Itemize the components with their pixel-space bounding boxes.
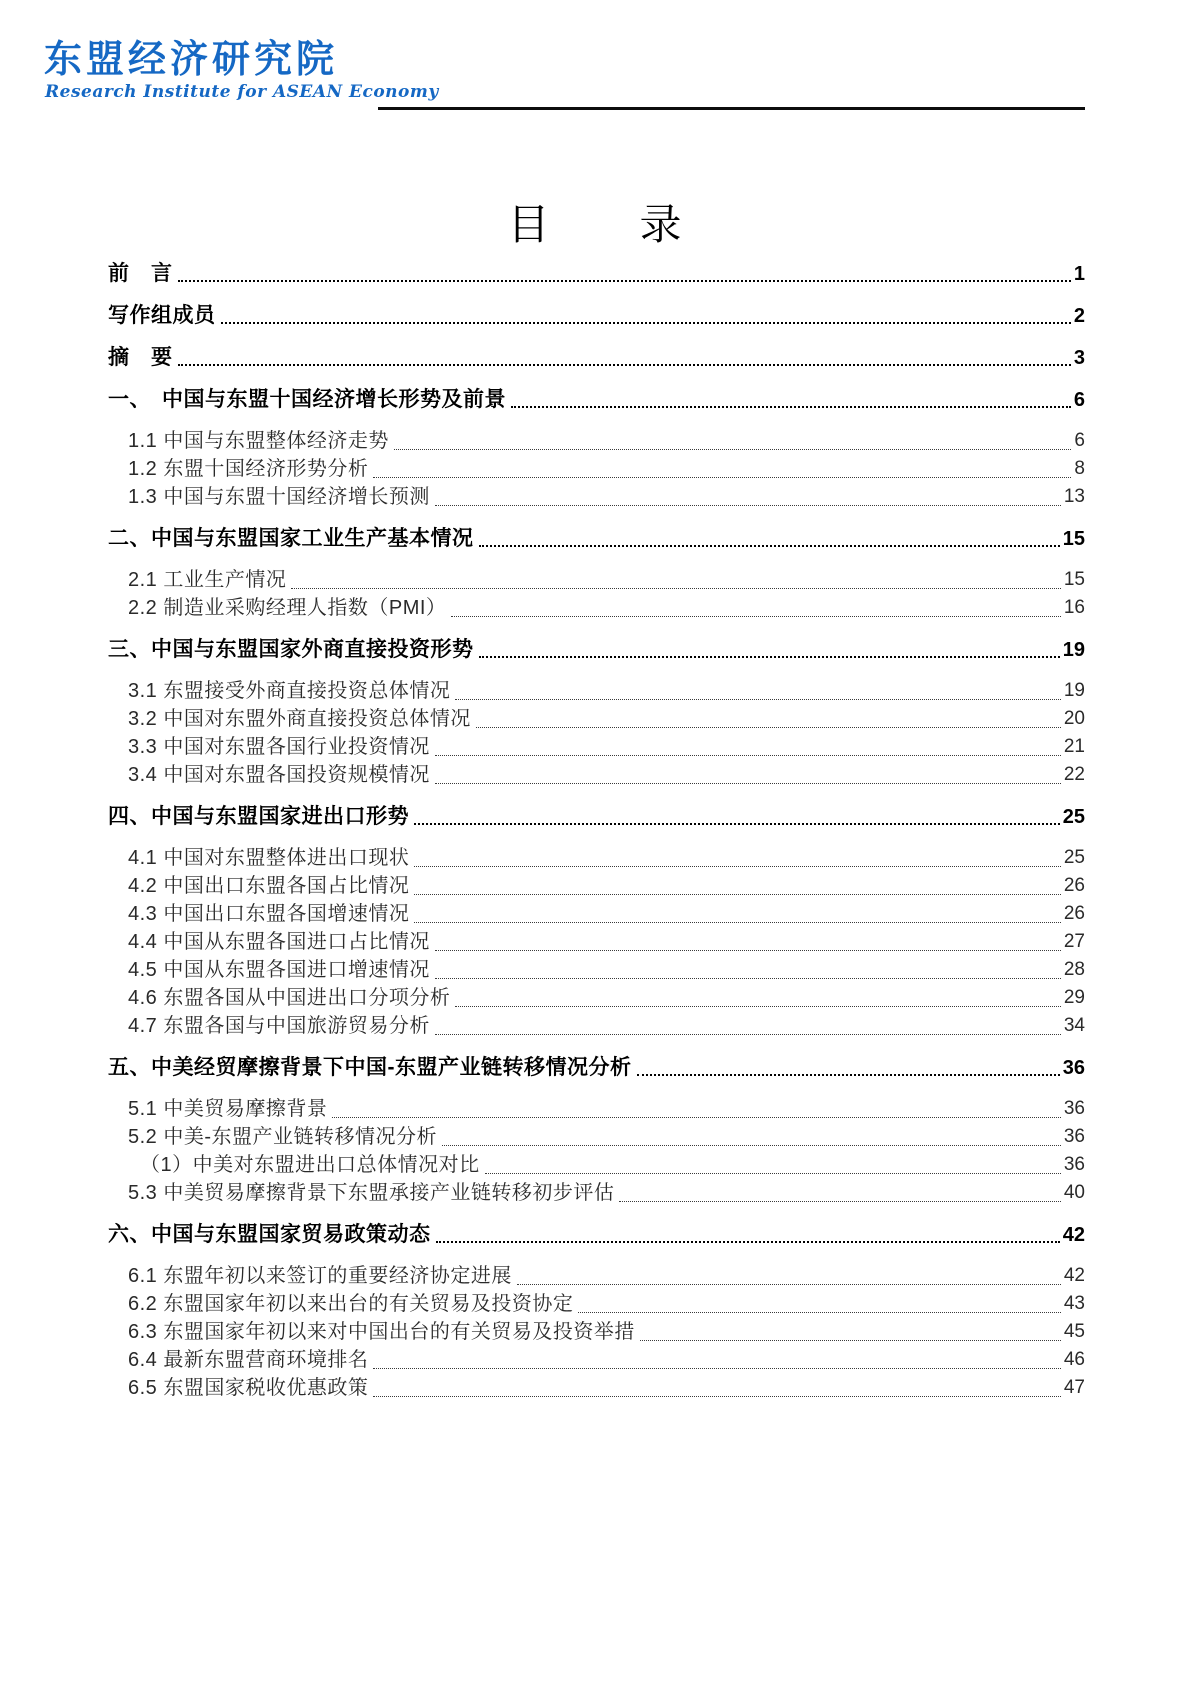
toc-entry-title: 4.1 中国对东盟整体进出口现状 bbox=[128, 847, 410, 869]
toc-entry bbox=[108, 1095, 1085, 1123]
dot-leader bbox=[291, 588, 1061, 589]
toc-entry bbox=[108, 483, 1085, 511]
toc-entry bbox=[108, 677, 1085, 705]
toc-entry-page: 2 bbox=[1073, 305, 1085, 327]
dot-leader bbox=[436, 1241, 1060, 1243]
toc-entry-page: 16 bbox=[1063, 597, 1085, 618]
toc-entry-title: （1）中美对东盟进出口总体情况对比 bbox=[140, 1154, 480, 1176]
toc-entry-page: 28 bbox=[1063, 959, 1085, 980]
header-rule bbox=[378, 107, 1085, 110]
dot-leader bbox=[394, 449, 1072, 450]
toc-entry-page: 36 bbox=[1062, 1057, 1085, 1079]
toc-entry bbox=[108, 928, 1085, 956]
toc-entry bbox=[108, 1221, 1085, 1249]
toc-entry bbox=[108, 302, 1085, 330]
toc-entry-page: 47 bbox=[1063, 1377, 1085, 1398]
toc-entry-page: 36 bbox=[1063, 1126, 1085, 1147]
toc-entry-page: 36 bbox=[1063, 1154, 1085, 1175]
toc-entry bbox=[108, 386, 1085, 414]
dot-leader bbox=[451, 616, 1060, 617]
dot-leader bbox=[511, 406, 1071, 408]
toc-entry bbox=[108, 1012, 1085, 1040]
dot-leader bbox=[373, 1396, 1061, 1397]
dot-leader bbox=[435, 783, 1061, 784]
toc-entry-title: 6.3 东盟国家年初以来对中国出台的有关贸易及投资举措 bbox=[128, 1321, 635, 1343]
toc-entry bbox=[108, 594, 1085, 622]
toc-entry-title: 2.2 制造业采购经理人指数（PMI） bbox=[128, 597, 447, 619]
dot-leader bbox=[435, 978, 1061, 979]
toc-entry-title: 1.2 东盟十国经济形势分析 bbox=[128, 458, 369, 480]
toc-entry bbox=[108, 260, 1085, 288]
toc-entry bbox=[108, 733, 1085, 761]
toc-entry-title: 4.5 中国从东盟各国进口增速情况 bbox=[128, 959, 430, 981]
toc-entry bbox=[108, 427, 1085, 455]
toc-entry-page: 19 bbox=[1063, 680, 1085, 701]
toc-entry-page: 46 bbox=[1063, 1349, 1085, 1370]
toc-entry-page: 40 bbox=[1063, 1182, 1085, 1203]
toc-entry-page: 8 bbox=[1074, 458, 1085, 479]
toc-entry-page: 6 bbox=[1074, 430, 1085, 451]
toc-entry bbox=[108, 844, 1085, 872]
toc-entry-page: 42 bbox=[1063, 1265, 1085, 1286]
toc-entry-page: 27 bbox=[1063, 931, 1085, 952]
toc-entry-page: 42 bbox=[1062, 1224, 1085, 1246]
dot-leader bbox=[640, 1340, 1061, 1341]
toc-entry-page: 3 bbox=[1073, 347, 1085, 369]
toc-entry bbox=[108, 1151, 1085, 1179]
toc-entry-title: 4.2 中国出口东盟各国占比情况 bbox=[128, 875, 410, 897]
toc-entry bbox=[108, 984, 1085, 1012]
page-title: 目 录 bbox=[507, 203, 684, 249]
toc-entry bbox=[108, 636, 1085, 664]
toc-entry-title: 1.1 中国与东盟整体经济走势 bbox=[128, 430, 389, 452]
toc-entry bbox=[108, 344, 1085, 372]
toc-entry bbox=[108, 566, 1085, 594]
dot-leader bbox=[435, 505, 1061, 506]
toc-entry-title: 6.4 最新东盟营商环境排名 bbox=[128, 1349, 369, 1371]
toc-entry-title: 写作组成员 bbox=[108, 304, 216, 327]
toc-entry bbox=[108, 1179, 1085, 1207]
dot-leader bbox=[637, 1074, 1060, 1076]
toc-entry-page: 21 bbox=[1063, 736, 1085, 757]
dot-leader bbox=[373, 1368, 1061, 1369]
toc-entry bbox=[108, 1374, 1085, 1402]
toc-entry-page: 25 bbox=[1063, 847, 1085, 868]
toc-entry-page: 15 bbox=[1063, 569, 1085, 590]
dot-leader bbox=[373, 477, 1071, 478]
dot-leader bbox=[414, 823, 1060, 825]
toc-entry-title: 3.1 东盟接受外商直接投资总体情况 bbox=[128, 680, 451, 702]
toc-list bbox=[108, 246, 1085, 1402]
dot-leader bbox=[455, 699, 1061, 700]
dot-leader bbox=[479, 656, 1060, 658]
toc-entry-title: 摘 要 bbox=[108, 346, 173, 369]
toc-entry-page: 26 bbox=[1063, 875, 1085, 896]
toc-entry-title: 三、中国与东盟国家外商直接投资形势 bbox=[108, 638, 474, 661]
dot-leader bbox=[455, 1006, 1061, 1007]
toc-entry-page: 6 bbox=[1073, 389, 1085, 411]
toc-entry-page: 19 bbox=[1062, 639, 1085, 661]
toc-entry bbox=[108, 1054, 1085, 1082]
dot-leader bbox=[476, 727, 1061, 728]
toc-entry bbox=[108, 761, 1085, 789]
toc-entry bbox=[108, 525, 1085, 553]
toc-entry-page: 36 bbox=[1063, 1098, 1085, 1119]
toc-entry bbox=[108, 900, 1085, 928]
toc-entry bbox=[108, 1123, 1085, 1151]
toc-entry bbox=[108, 872, 1085, 900]
toc-entry-title: 五、中美经贸摩擦背景下中国-东盟产业链转移情况分析 bbox=[108, 1056, 632, 1079]
toc-entry-title: 1.3 中国与东盟十国经济增长预测 bbox=[128, 486, 430, 508]
dot-leader bbox=[178, 280, 1071, 282]
toc-entry-page: 34 bbox=[1063, 1015, 1085, 1036]
toc-entry-title: 3.2 中国对东盟外商直接投资总体情况 bbox=[128, 708, 471, 730]
toc-entry-page: 26 bbox=[1063, 903, 1085, 924]
dot-leader bbox=[442, 1145, 1061, 1146]
dot-leader bbox=[178, 364, 1071, 366]
org-logo-en: Research Institute for ASEAN Economy bbox=[45, 82, 439, 102]
toc-entry-title: 四、中国与东盟国家进出口形势 bbox=[108, 805, 409, 828]
dot-leader bbox=[414, 894, 1061, 895]
toc-entry-title: 4.4 中国从东盟各国进口占比情况 bbox=[128, 931, 430, 953]
toc-entry-title: 4.3 中国出口东盟各国增速情况 bbox=[128, 903, 410, 925]
toc-entry-page: 25 bbox=[1062, 806, 1085, 828]
toc-entry-title: 6.5 东盟国家税收优惠政策 bbox=[128, 1377, 369, 1399]
toc-entry-title: 3.3 中国对东盟各国行业投资情况 bbox=[128, 736, 430, 758]
toc-entry bbox=[108, 1290, 1085, 1318]
toc-entry bbox=[108, 1318, 1085, 1346]
toc-entry-page: 1 bbox=[1073, 263, 1085, 285]
toc-entry-title: 5.2 中美-东盟产业链转移情况分析 bbox=[128, 1126, 438, 1148]
toc-entry-title: 前 言 bbox=[108, 262, 173, 285]
toc-entry-title: 六、中国与东盟国家贸易政策动态 bbox=[108, 1223, 431, 1246]
toc-entry-title: 一、 中国与东盟十国经济增长形势及前景 bbox=[108, 388, 506, 411]
toc-entry bbox=[108, 1262, 1085, 1290]
org-logo-cn: 东盟经济研究院 bbox=[44, 39, 339, 81]
toc-entry bbox=[108, 705, 1085, 733]
toc-entry-title: 4.6 东盟各国从中国进出口分项分析 bbox=[128, 987, 451, 1009]
dot-leader bbox=[414, 866, 1061, 867]
toc-entry-title: 6.2 东盟国家年初以来出台的有关贸易及投资协定 bbox=[128, 1293, 574, 1315]
toc-entry-page: 29 bbox=[1063, 987, 1085, 1008]
toc-entry-title: 4.7 东盟各国与中国旅游贸易分析 bbox=[128, 1015, 430, 1037]
dot-leader bbox=[435, 755, 1061, 756]
toc-entry bbox=[108, 1346, 1085, 1374]
toc-entry-page: 22 bbox=[1063, 764, 1085, 785]
toc-entry-title: 5.1 中美贸易摩擦背景 bbox=[128, 1098, 328, 1120]
toc-entry-page: 45 bbox=[1063, 1321, 1085, 1342]
dot-leader bbox=[485, 1173, 1061, 1174]
toc-entry bbox=[108, 455, 1085, 483]
dot-leader bbox=[479, 545, 1060, 547]
toc-entry-title: 3.4 中国对东盟各国投资规模情况 bbox=[128, 764, 430, 786]
dot-leader bbox=[619, 1201, 1061, 1202]
toc-entry-page: 20 bbox=[1063, 708, 1085, 729]
toc-entry-title: 2.1 工业生产情况 bbox=[128, 569, 287, 591]
dot-leader bbox=[435, 1034, 1061, 1035]
dot-leader bbox=[221, 322, 1071, 324]
toc-entry-page: 13 bbox=[1063, 486, 1085, 507]
dot-leader bbox=[435, 950, 1061, 951]
toc-entry-title: 5.3 中美贸易摩擦背景下东盟承接产业链转移初步评估 bbox=[128, 1182, 615, 1204]
toc-entry bbox=[108, 803, 1085, 831]
dot-leader bbox=[332, 1117, 1061, 1118]
toc-entry-page: 15 bbox=[1062, 528, 1085, 550]
toc-entry-title: 二、中国与东盟国家工业生产基本情况 bbox=[108, 527, 474, 550]
toc-entry bbox=[108, 956, 1085, 984]
dot-leader bbox=[414, 922, 1061, 923]
dot-leader bbox=[517, 1284, 1061, 1285]
toc-entry-page: 43 bbox=[1063, 1293, 1085, 1314]
dot-leader bbox=[578, 1312, 1061, 1313]
toc-entry-title: 6.1 东盟年初以来签订的重要经济协定进展 bbox=[128, 1265, 512, 1287]
